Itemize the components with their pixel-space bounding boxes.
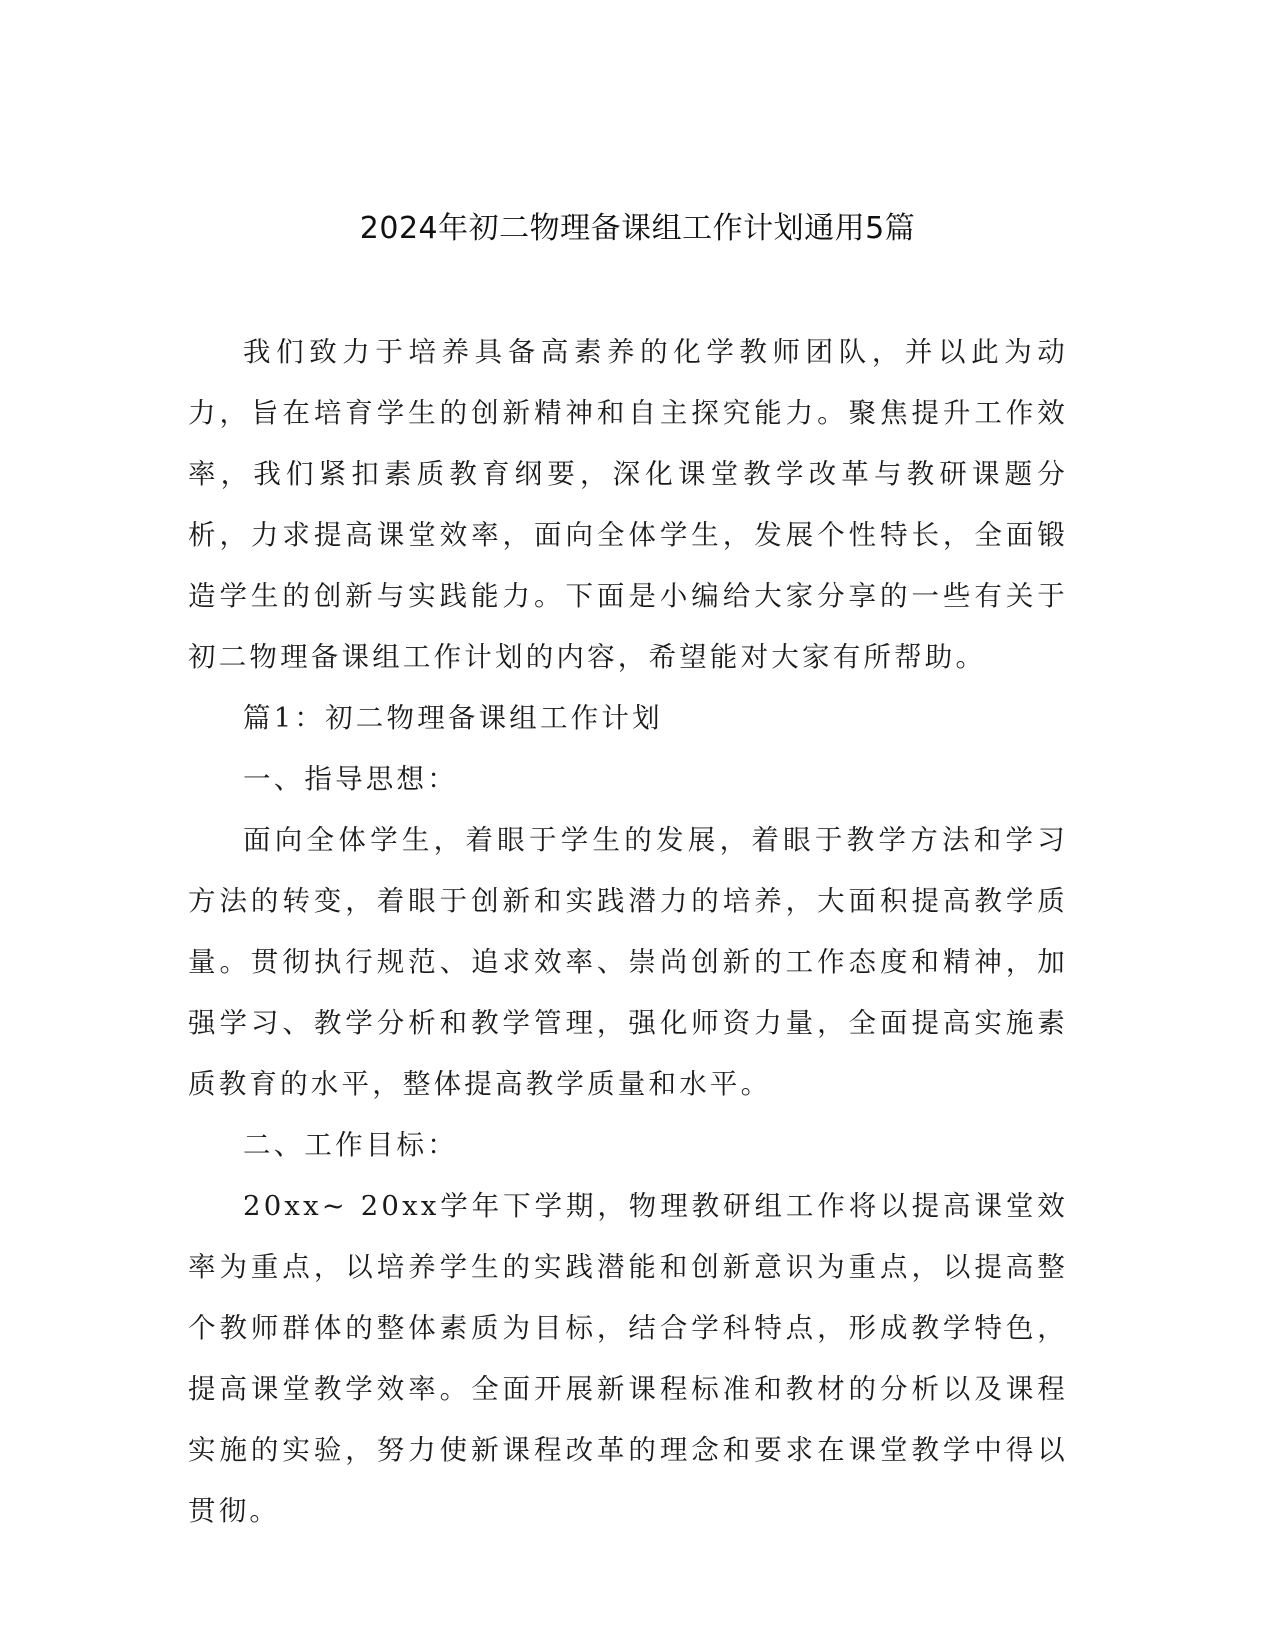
document-title: 2024年初二物理备课组工作计划通用5篇	[359, 211, 916, 246]
heading-guiding-ideology: 一、指导思想：	[243, 763, 458, 795]
heading-work-goals: 二、工作目标：	[243, 1129, 458, 1161]
work-goals-paragraph: 20xx~ 20xx学年下学期，物理教研组工作将以提高课堂效率为重点，以培养学生的实践潜能和创新意识为重点，以提高整个教师群体的整体素质为目标，结合学科特点，形成教学特色，提高课堂教学效率。全面开展新课程标准和教材的分析以及课程实施的实验，努力使新课程改革的理念和要求在课堂教学中得以贯彻。	[188, 1190, 1068, 1527]
document-body	[188, 322, 1068, 1542]
section-heading-part-1: 篇1：初二物理备课组工作计划	[243, 702, 663, 734]
intro-paragraph: 我们致力于培养具备高素养的化学教师团队，并以此为动力，旨在培育学生的创新精神和自主探究能力。聚焦提升工作效率，我们紧扣素质教育纲要，深化课堂教学改革与教研课题分析，力求提高课堂效率，面向全体学生，发展个性特长，全面锻造学生的创新与实践能力。下面是小编给大家分享的一些有关于初二物理备课组工作计划的内容，希望能对大家有所帮助。	[188, 336, 1068, 673]
guiding-ideology-paragraph: 面向全体学生，着眼于学生的发展，着眼于教学方法和学习方法的转变，着眼于创新和实践潜力的培养，大面积提高教学质量。贯彻执行规范、追求效率、崇尚创新的工作态度和精神，加强学习、教学分析和教学管理，强化师资力量，全面提高实施素质教育的水平，整体提高教学质量和水平。	[188, 824, 1068, 1100]
